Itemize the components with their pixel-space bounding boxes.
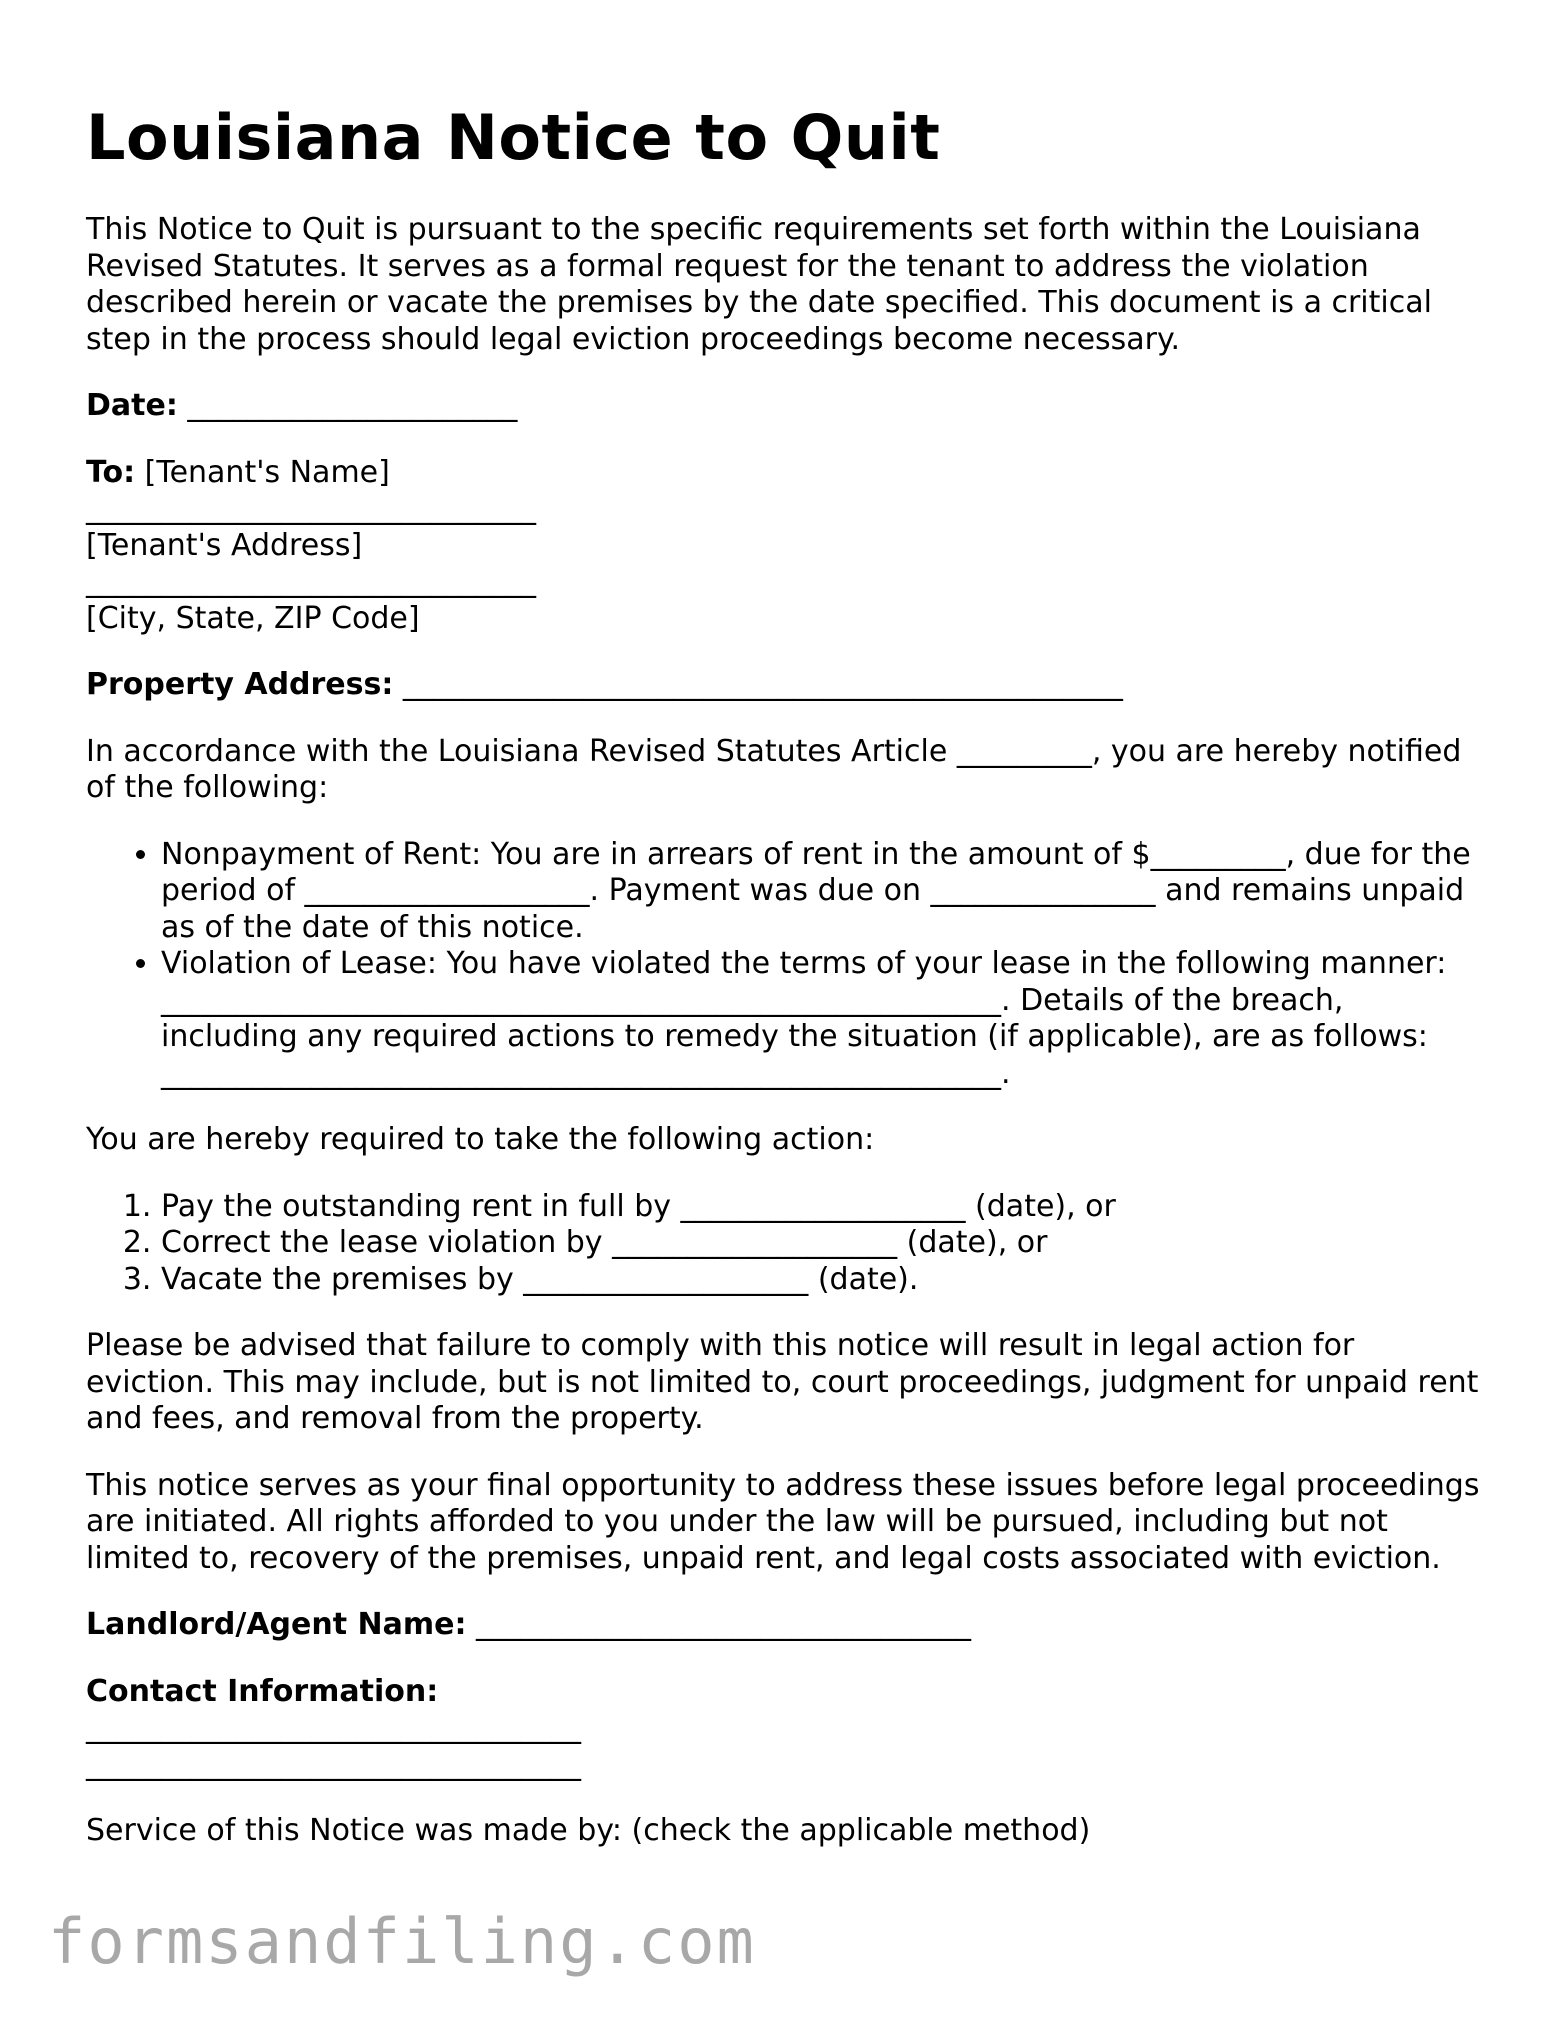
contact-label-line (86, 1674, 1486, 1711)
action-pay-rent: 1. Pay the outstanding rent in full by ___________________ (date), or (161, 1189, 1486, 1226)
landlord-blank[interactable]: _________________________________ (476, 1607, 971, 1642)
accordance-paragraph: In accordance with the Louisiana Revised Statutes Article _________, you are hereby notified of the following: (86, 733, 1462, 805)
date-line (86, 388, 1486, 425)
property-address-blank[interactable]: ________________________________________________ (402, 667, 1123, 702)
advised-paragraph: Please be advised that failure to comply with this notice will result in legal action for eviction. This may include, but is not limited to, court proceedings, judgment for unpaid rent and fees, and removal from the property. (86, 1328, 1479, 1436)
violations-list (86, 837, 1486, 1093)
violation-nonpayment: • Nonpayment of Rent: You are in arrears of rent in the amount of $_________, due for the period of ___________________. Payment was due on _______________ and remains unpaid as of the date of this notice. (161, 837, 1486, 947)
tenant-address-placeholder: [Tenant's Address] (86, 527, 363, 563)
actions-list (86, 1189, 1486, 1299)
property-address-line (86, 667, 1486, 704)
document-title: Louisiana Notice to Quit (86, 101, 941, 174)
recipient-block (86, 455, 1486, 638)
watermark: formsandfiling.com (48, 1905, 756, 1978)
action-vacate: 3. Vacate the premises by ___________________ (date). (161, 1262, 1486, 1299)
to-line (86, 455, 1486, 492)
required-action-intro: You are hereby required to take the following action: (86, 1122, 875, 1157)
landlord-label: Landlord/Agent Name: (86, 1607, 467, 1642)
intro-paragraph: This Notice to Quit is pursuant to the specific requirements set forth within the Louisiana Revised Statutes. It serves as a formal request for the tenant to address the violation described herein or vacate the premises by the date specified. This document is a critical step in the process should legal eviction proceedings become necessary. (86, 212, 1432, 357)
date-blank[interactable]: ______________________ (187, 388, 518, 423)
tenant-address-blank[interactable]: ______________________________ (86, 564, 536, 599)
tenant-name-blank[interactable]: ______________________________ (86, 491, 536, 526)
service-method-line: Service of this Notice was made by: (check the applicable method) (86, 1813, 1091, 1848)
date-label: Date: (86, 388, 178, 423)
landlord-line (86, 1607, 1486, 1644)
document-page (86, 100, 1486, 1880)
contact-blank-2[interactable]: _________________________________ (86, 1746, 581, 1782)
property-address-label: Property Address: (86, 667, 394, 702)
violation-lease: • Violation of Lease: You have violated the terms of your lease in the following manner: ________________________________________________________. Details of the breach, including any required actions to remedy the situation (if applicable), are as follows: ________________________________________________________. (161, 946, 1486, 1092)
action-correct-violation: 2. Correct the lease violation by ___________________ (date), or (161, 1225, 1486, 1262)
final-opportunity-paragraph: This notice serves as your final opportunity to address these issues before legal proceedings are initiated. All rights afforded to you under the law will be pursued, including but not limited to, recovery of the premises, unpaid rent, and legal costs associated with eviction. (86, 1467, 1480, 1576)
contact-blank-1[interactable]: _________________________________ (86, 1710, 581, 1745)
city-state-zip-placeholder: [City, State, ZIP Code] (86, 600, 420, 636)
contact-block (86, 1674, 1486, 1784)
tenant-name-placeholder: [Tenant's Name] (144, 454, 390, 490)
to-label: To: (86, 454, 136, 490)
contact-label: Contact Information: (86, 1673, 439, 1709)
